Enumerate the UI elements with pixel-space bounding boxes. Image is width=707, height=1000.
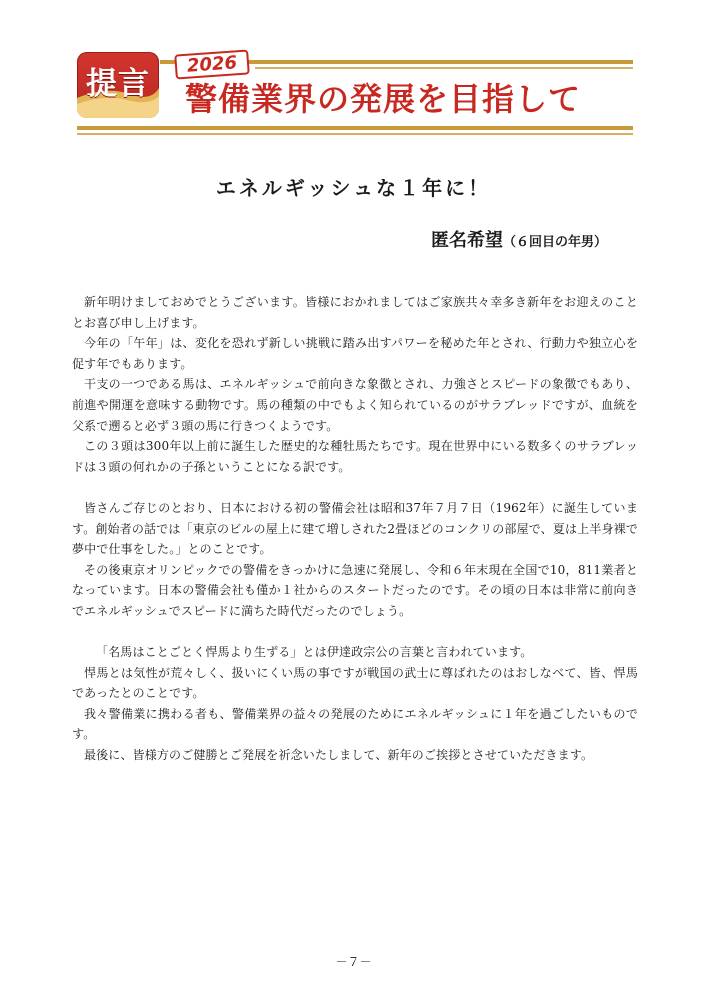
author-note: （６回目の年男）: [502, 235, 607, 250]
header-bottom-rule: [77, 126, 633, 130]
article-subtitle: エネルギッシュな１年に！: [215, 176, 492, 200]
paragraph: 悍馬とは気性が荒々しく、扱いにくい馬の事ですが戦国の武士に尊ばれたのはおしなべて、皆、悍馬であったとのことです。: [72, 665, 638, 701]
paragraph: その後東京オリンピックでの警備をきっかけに急速に発展し、令和６年末現在全国で10，811業者となっています。日本の警備会社も僅か１社からのスタートだったのです。その頃の日本は非常に前向きでエネルギッシュでスピードに満ちた時代だったのでしょう。: [72, 562, 638, 618]
paragraph: 我々警備業に携わる者も、警備業界の益々の発展のためにエネルギッシュに１年を過ごしたいものです。: [72, 706, 638, 742]
paragraph: 皆さんご存じのとおり、日本における初の警備会社は昭和37年７月７日（1962年）に誕生しています。創始者の話では「東京のビルの屋上に建て増しされた2畳ほどのコンクリの部屋で、夏は上半身裸で夢中で仕事をした。」とのことです。: [72, 500, 638, 557]
paragraph: 「名馬はことごとく悍馬より生ずる」とは伊達政宗公の言葉と言われています。: [96, 645, 533, 660]
year-badge: 2026: [174, 49, 250, 79]
page-number: －７－: [335, 955, 372, 969]
author-name: 匿名希望: [430, 230, 503, 251]
page-title: 警備業界の発展を目指して: [185, 80, 582, 118]
teigen-logo: [77, 52, 159, 118]
article-header: [0, 0, 707, 140]
author-line: [431, 226, 607, 252]
paragraph: 最後に、皆様方のご健勝とご発展を祈念いたしまして、新年のご挨拶とさせていただきます。: [84, 748, 594, 763]
header-bottom-rule-thin: [77, 133, 633, 135]
header-top-rule-thin: [255, 67, 633, 69]
paragraph-gap: [72, 622, 638, 643]
paragraph: 新年明けましておめでとうございます。皆様におかれましてはご家族共々幸多き新年をお迎えのこととお喜び申し上げます。: [72, 295, 638, 330]
paragraph-gap: [72, 477, 638, 498]
logo-text: 提言: [86, 66, 150, 102]
paragraph: 今年の「午年」は、変化を恐れず新しい挑戦に踏み出すパワーを秘めた年とされ、行動力や独立心を促す年でもあります。: [72, 336, 638, 371]
article-body: [72, 292, 638, 766]
paragraph: この３頭は300年以上前に誕生した歴史的な種牡馬たちです。現在世界中にいる数多くのサラブレッドは３頭の何れかの子孫ということになる訳です。: [72, 439, 638, 474]
paragraph: 干支の一つである馬は、エネルギッシュで前向きな象徴とされ、力強さとスピードの象徴でもあり、前進や開運を意味する動物です。馬の種類の中でもよく知られているのがサラブレッドですが、血統を父系で遡ると必ず３頭の馬に行きつくようです。: [72, 377, 638, 433]
